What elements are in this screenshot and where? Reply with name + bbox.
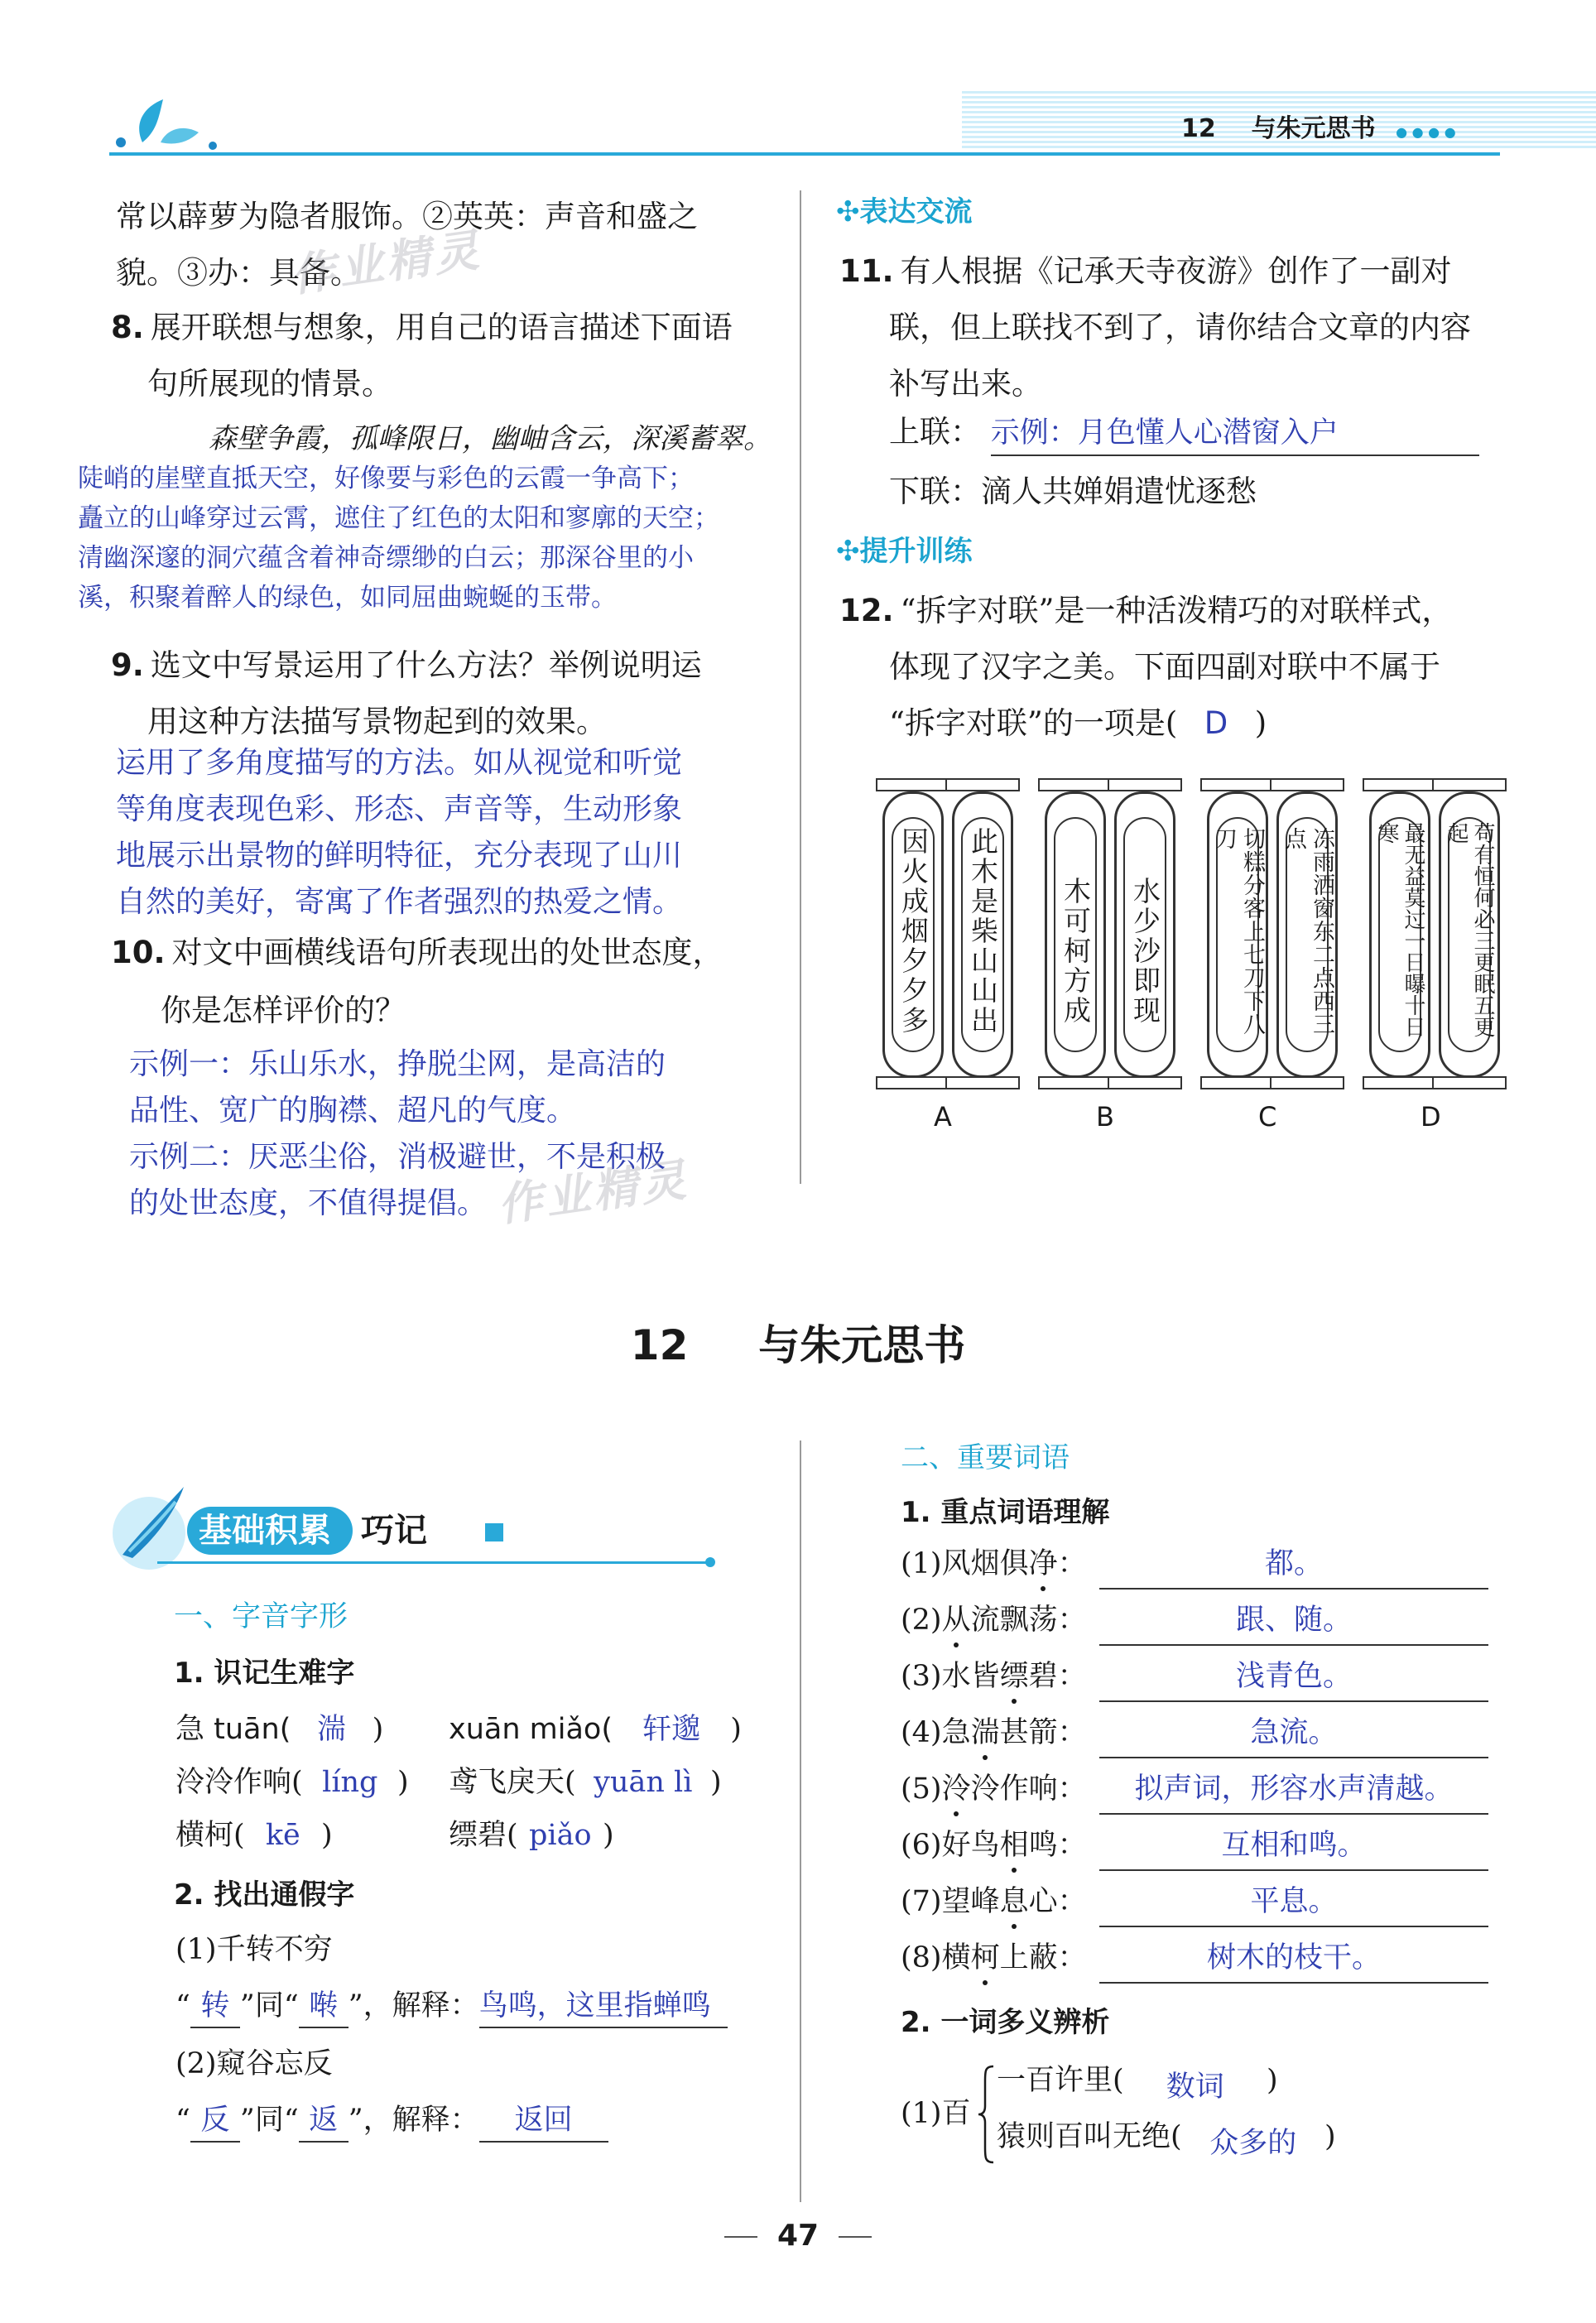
pinyin-row-1 bbox=[175, 1709, 788, 1758]
sub-rare-chars: 1. 识记生难字 bbox=[174, 1657, 355, 1690]
upper-couplet-answer[interactable]: 示例：月色懂人心潜窗入户 bbox=[991, 411, 1479, 456]
couplet-group-d bbox=[1363, 778, 1520, 1159]
word-char: 好 bbox=[941, 1829, 971, 1862]
header-chapter bbox=[1181, 113, 1456, 149]
a10-line: 的处世态度，不值得提倡。 bbox=[129, 1186, 488, 1220]
a10-line: 示例二：厌恶尘俗，消极避世，不是积极 bbox=[129, 1140, 666, 1174]
tongjia-1-row: “ 转 ”同“ 啭 ”，解释：鸟鸣，这里指蝉鸣 bbox=[175, 1985, 805, 2035]
couplet-a-label: A bbox=[934, 1101, 952, 1133]
pinyin-tuan: tuān( bbox=[214, 1713, 291, 1746]
word-item: (7)望峰息心： 平息。 bbox=[901, 1881, 1497, 1937]
word-char: 上 bbox=[999, 1941, 1029, 1974]
char-ji: 急 bbox=[175, 1713, 205, 1746]
word-item: (4)急湍甚箭： 急流。 bbox=[901, 1712, 1497, 1768]
word-char: 水 bbox=[941, 1660, 971, 1693]
word-char: 横 bbox=[941, 1941, 971, 1974]
polysemy-answer-1[interactable]: 数词 bbox=[1166, 2070, 1224, 2104]
couplet-d-left: 最无益莫过一日曝十日寒 bbox=[1374, 822, 1425, 1037]
word-char: 缥 bbox=[1000, 1656, 1029, 1697]
tongjia-2-row: “ 反 ”同“ 返 ”，解释： 返回 bbox=[175, 2099, 805, 2149]
section-important-words: 二、重要词语 bbox=[901, 1441, 1070, 1474]
a9-line: 自然的美好，寄寓了作者强烈的热爱之情。 bbox=[116, 885, 683, 919]
couplet-c-label: C bbox=[1258, 1101, 1277, 1133]
question-10 bbox=[111, 924, 798, 1040]
answer-ke[interactable]: kē bbox=[265, 1819, 300, 1852]
banner-rule bbox=[157, 1561, 712, 1564]
watermark-bottom: 作业精灵 bbox=[494, 1153, 692, 1232]
upper-couplet-row bbox=[889, 411, 1485, 460]
a8-line: 陡峭的崖壁直抵天空，好像要与彩色的云霞一争高下； bbox=[78, 464, 694, 493]
couplet-b-left: 木可柯方成 bbox=[1060, 877, 1092, 1026]
q7-note-line1: 常以薜萝为隐者服饰。②英英：声音和盛之 bbox=[116, 199, 698, 234]
paren-close: ) bbox=[372, 1713, 384, 1746]
couplet-a-left: 因火成烟夕夕多 bbox=[897, 827, 930, 1036]
page-number-value: 47 bbox=[776, 2219, 820, 2253]
tongjia-1-title: (1)千转不穷 bbox=[175, 1933, 333, 1966]
tong-label: 同 bbox=[254, 1989, 284, 2022]
couplet-c-left: 切糕分客上七刀下八刀 bbox=[1211, 827, 1265, 1036]
word-char: 泠 bbox=[970, 1772, 1000, 1806]
word-answer[interactable]: 拟声词，形容水声清越。 bbox=[1099, 1768, 1488, 1815]
word-answer[interactable]: 浅青色。 bbox=[1099, 1656, 1488, 1702]
word-char: 俱 bbox=[999, 1547, 1029, 1580]
word-char: 飘 bbox=[999, 1604, 1029, 1637]
jieshi-label: ，解释： bbox=[363, 2104, 479, 2137]
word-char: 泠 bbox=[942, 1768, 971, 1810]
couplet-d-label: D bbox=[1421, 1101, 1441, 1133]
polysemy-sentence-1: 一百许里( bbox=[997, 2064, 1124, 2097]
answer-9 bbox=[116, 740, 795, 926]
word-term bbox=[942, 1604, 1058, 1637]
pinyin-row-2 bbox=[175, 1762, 788, 1811]
question-11 bbox=[839, 243, 1518, 412]
section-training bbox=[836, 530, 973, 573]
word-answer[interactable]: 跟、随。 bbox=[1099, 1599, 1488, 1646]
word-char: 作 bbox=[999, 1772, 1029, 1806]
jieshi-label: ，解释： bbox=[363, 1989, 479, 2022]
word-char: 心 bbox=[1028, 1885, 1058, 1918]
header-chapter-title: 与朱元思书 bbox=[1251, 114, 1376, 143]
word-answer[interactable]: 树木的枝干。 bbox=[1099, 1937, 1488, 1984]
paren-close: ) bbox=[397, 1766, 409, 1799]
question-12 bbox=[839, 583, 1535, 752]
tongjia-2-b[interactable]: 返 bbox=[299, 2099, 349, 2143]
q10-text-line1: 对文中画横线语句所表现出的处世态度， bbox=[171, 935, 723, 970]
a8-line: 矗立的山峰穿过云霄，遮住了红色的太阳和寥廓的天空； bbox=[78, 503, 719, 533]
word-char: 相 bbox=[1000, 1825, 1029, 1866]
couplet-b-label: B bbox=[1096, 1101, 1114, 1133]
answer-10 bbox=[129, 1041, 791, 1227]
tongjia-1-b[interactable]: 啭 bbox=[299, 1985, 349, 2028]
q7-note-line2: 貌。③办：具备。 bbox=[116, 255, 361, 291]
couplet-c-right: 冻雨洒窗东二点西三点 bbox=[1281, 827, 1334, 1036]
banner-title: 基础积累 bbox=[199, 1512, 331, 1550]
word-char: 息 bbox=[1000, 1881, 1029, 1922]
word-term bbox=[942, 1772, 1058, 1806]
section-expression bbox=[836, 190, 973, 233]
word-char: 荡 bbox=[1028, 1604, 1058, 1637]
section-pronunciation: 一、字音字形 bbox=[174, 1600, 349, 1633]
word-char: 烟 bbox=[970, 1547, 1000, 1580]
word-char: 响 bbox=[1028, 1772, 1058, 1806]
polysemy-label: (1)百 bbox=[901, 2097, 971, 2130]
word-list bbox=[901, 1543, 1497, 1994]
word-char: 湍 bbox=[971, 1712, 1000, 1753]
tongjia-1-expl[interactable]: 鸟鸣，这里指蝉鸣 bbox=[479, 1985, 728, 2028]
word-item: (1)风烟俱净： 都。 bbox=[901, 1543, 1497, 1599]
q12-answer[interactable]: D bbox=[1204, 705, 1228, 741]
banner-suffix: 巧记 bbox=[361, 1512, 427, 1550]
word-char: 峰 bbox=[970, 1885, 1000, 1918]
q9-text-line1: 选文中写景运用了什么方法？举例说明运 bbox=[150, 647, 702, 683]
tongjia-2-title: (2)窥谷忘反 bbox=[175, 2047, 333, 2080]
word-piaobi: 缥碧( bbox=[449, 1819, 518, 1852]
polysemy-sentence-2: 猿则百叫无绝( bbox=[997, 2120, 1182, 2153]
couplet-d-right: 苟有恒何必三更眠五更起 bbox=[1444, 822, 1495, 1037]
paren-close: ) bbox=[320, 1819, 333, 1852]
q9-number: 9. bbox=[111, 647, 144, 683]
a10-line: 示例一：乐山乐水，挣脱尘网，是高洁的 bbox=[129, 1047, 666, 1081]
q12-close-paren: ) bbox=[1254, 705, 1267, 741]
lesson-number: 12 bbox=[630, 1321, 689, 1369]
answer-8 bbox=[78, 459, 823, 618]
upper-couplet-label: 上联： bbox=[889, 414, 981, 450]
word-answer[interactable]: 互相和鸣。 bbox=[1099, 1825, 1488, 1871]
q12-text-line2: 体现了汉字之美。下面四副对联中不属于 bbox=[889, 649, 1440, 685]
header-rule bbox=[109, 152, 1500, 156]
word-char: 望 bbox=[941, 1885, 971, 1918]
word-char: 净 bbox=[1029, 1543, 1058, 1585]
paren-close: ) bbox=[1324, 2120, 1336, 2153]
word-char: 鸟 bbox=[970, 1829, 1000, 1862]
tong-label: 同 bbox=[254, 2104, 284, 2137]
diamond-icon: ✣ bbox=[836, 535, 860, 568]
couplet-a-right: 此木是柴山山出 bbox=[967, 827, 999, 1036]
answer-piao[interactable]: piǎo bbox=[529, 1819, 592, 1852]
pinyin-xuanmiao: xuān miǎo( bbox=[449, 1713, 613, 1746]
banner-square-icon bbox=[485, 1523, 503, 1541]
word-term bbox=[942, 1829, 1058, 1862]
q11-text-line1: 有人根据《记承天寺夜游》创作了一副对 bbox=[900, 253, 1452, 289]
column-divider-bottom bbox=[800, 1440, 801, 2202]
header-dots: ● ● ● ● bbox=[1396, 124, 1456, 140]
word-char: 蔽 bbox=[1028, 1941, 1058, 1974]
couplet-group-c bbox=[1200, 778, 1358, 1159]
q12-text-line1: “拆字对联”是一种活泼精巧的对联样式， bbox=[900, 593, 1453, 628]
word-answer[interactable]: 急流。 bbox=[1099, 1712, 1488, 1758]
word-term bbox=[942, 1547, 1058, 1580]
sub-word-understanding: 1. 重点词语理解 bbox=[901, 1496, 1110, 1529]
word-char: 柯 bbox=[971, 1937, 1000, 1979]
q12-text-line3: “拆字对联”的一项是( bbox=[889, 705, 1178, 741]
page-number bbox=[0, 2215, 1596, 2257]
a9-line: 运用了多角度描写的方法。如从视觉和听觉 bbox=[116, 746, 683, 780]
pinyin-row-3 bbox=[175, 1815, 788, 1864]
word-item: (8)横柯上蔽： 树木的枝干。 bbox=[901, 1937, 1497, 1994]
section-expression-title: 表达交流 bbox=[859, 195, 973, 228]
polysemy-group bbox=[901, 2060, 1513, 2176]
brace-icon bbox=[977, 2065, 995, 2164]
header-leaf-logo bbox=[109, 91, 233, 157]
q8-quote: 森壁争霞，孤峰限日，幽岫含云，深溪蓄翠。 bbox=[209, 422, 772, 455]
word-char: 皆 bbox=[970, 1660, 1000, 1693]
header-chapter-no: 12 bbox=[1181, 114, 1216, 143]
word-item: (2)从流飘荡： 跟、随。 bbox=[901, 1599, 1497, 1656]
tongjia-1-a[interactable]: 转 bbox=[190, 1985, 240, 2028]
couplet-group-b bbox=[1038, 778, 1195, 1159]
word-char: 箭 bbox=[1028, 1716, 1058, 1749]
paren-close: ) bbox=[602, 1819, 614, 1852]
lower-couplet-label: 下联： bbox=[889, 474, 981, 509]
q11-number: 11. bbox=[839, 253, 894, 289]
answer-xuanmiao[interactable]: 轩邈 bbox=[642, 1713, 701, 1746]
word-char: 急 bbox=[941, 1716, 971, 1749]
word-char: 流 bbox=[970, 1604, 1000, 1637]
word-term bbox=[942, 1941, 1058, 1974]
q10-text-line2: 你是怎样评价的？ bbox=[161, 993, 406, 1028]
section-training-title: 提升训练 bbox=[859, 535, 973, 568]
brush-icon bbox=[108, 1482, 199, 1573]
a10-line: 品性、宽广的胸襟、超凡的气度。 bbox=[129, 1094, 577, 1128]
word-term bbox=[942, 1660, 1058, 1693]
header-bar bbox=[109, 83, 1500, 159]
watermark-top: 作业精灵 bbox=[287, 224, 485, 302]
a8-line: 清幽深邃的洞穴蕴含着神奇缥缈的白云；那深谷里的小 bbox=[78, 543, 694, 573]
q11-text-line3: 补写出来。 bbox=[889, 366, 1042, 402]
word-item: (5)泠泠作响： 拟声词，形容水声清越。 bbox=[901, 1768, 1497, 1825]
word-char: 碧 bbox=[1028, 1660, 1058, 1693]
question-9 bbox=[111, 637, 790, 750]
a9-line: 等角度表现色彩、形态、声音等，生动形象 bbox=[116, 792, 683, 826]
tongjia-2-a[interactable]: 反 bbox=[190, 2099, 240, 2143]
word-char: 从 bbox=[942, 1599, 971, 1641]
q10-number: 10. bbox=[111, 935, 166, 970]
column-divider-top bbox=[800, 190, 801, 1184]
banner-rule-end-dot bbox=[705, 1557, 715, 1567]
sub-tongjia: 2. 找出通假字 bbox=[174, 1878, 355, 1912]
q8-text-line2: 句所展现的情景。 bbox=[147, 366, 392, 402]
couplet-group-a bbox=[876, 778, 1033, 1159]
paren-close: ) bbox=[709, 1766, 722, 1799]
a9-line: 地展示出景物的鲜明特征，充分表现了山川 bbox=[116, 839, 683, 873]
paren-close: ) bbox=[1266, 2064, 1278, 2097]
word-lingling: 泠泠作响( bbox=[175, 1766, 303, 1799]
banner-basic-accumulation bbox=[108, 1482, 712, 1573]
answer-ling[interactable]: líng bbox=[322, 1766, 378, 1799]
q11-text-line2: 联，但上联找不到了，请你结合文章的内容 bbox=[889, 310, 1471, 345]
question-8 bbox=[111, 300, 790, 465]
lesson-name: 与朱元思书 bbox=[758, 1321, 966, 1369]
q9-text-line2: 用这种方法描写景物起到的效果。 bbox=[147, 704, 607, 739]
word-answer[interactable]: 都。 bbox=[1099, 1543, 1488, 1590]
q12-number: 12. bbox=[839, 593, 894, 628]
word-item: (6)好鸟相鸣： 互相和鸣。 bbox=[901, 1825, 1497, 1881]
diamond-icon: ✣ bbox=[836, 195, 860, 228]
word-char: 风 bbox=[941, 1547, 971, 1580]
sub-polysemy: 2. 一词多义辨析 bbox=[901, 2006, 1110, 2039]
word-char: 鸣 bbox=[1028, 1829, 1058, 1862]
lower-couplet-text: 滴人共婵娟遣忧逐愁 bbox=[981, 474, 1257, 509]
word-term bbox=[942, 1885, 1058, 1918]
word-term bbox=[942, 1716, 1058, 1749]
word-answer[interactable]: 平息。 bbox=[1099, 1881, 1488, 1927]
paren-close: ) bbox=[730, 1713, 742, 1746]
lesson-title bbox=[0, 1316, 1596, 1374]
a8-line: 溪，积聚着醉人的绿色，如同屈曲蜿蜒的玉带。 bbox=[78, 583, 617, 613]
q8-number: 8. bbox=[111, 310, 144, 345]
word-hengke: 横柯( bbox=[175, 1819, 245, 1852]
word-yuanfei: 鸢飞戾天( bbox=[449, 1766, 576, 1799]
word-char: 甚 bbox=[999, 1716, 1029, 1749]
couplet-b-right: 水少沙即现 bbox=[1129, 877, 1161, 1026]
tongjia-2-expl[interactable]: 返回 bbox=[479, 2099, 608, 2143]
lower-couplet-row bbox=[889, 470, 1257, 513]
polysemy-answer-2[interactable]: 众多的 bbox=[1209, 2127, 1297, 2160]
answer-tuan[interactable]: 湍 bbox=[316, 1713, 346, 1746]
word-item: (3)水皆缥碧： 浅青色。 bbox=[901, 1656, 1497, 1712]
q8-text-line1: 展开联想与想象，用自己的语言描述下面语 bbox=[150, 310, 733, 345]
answer-yuanli[interactable]: yuān lì bbox=[594, 1766, 693, 1799]
